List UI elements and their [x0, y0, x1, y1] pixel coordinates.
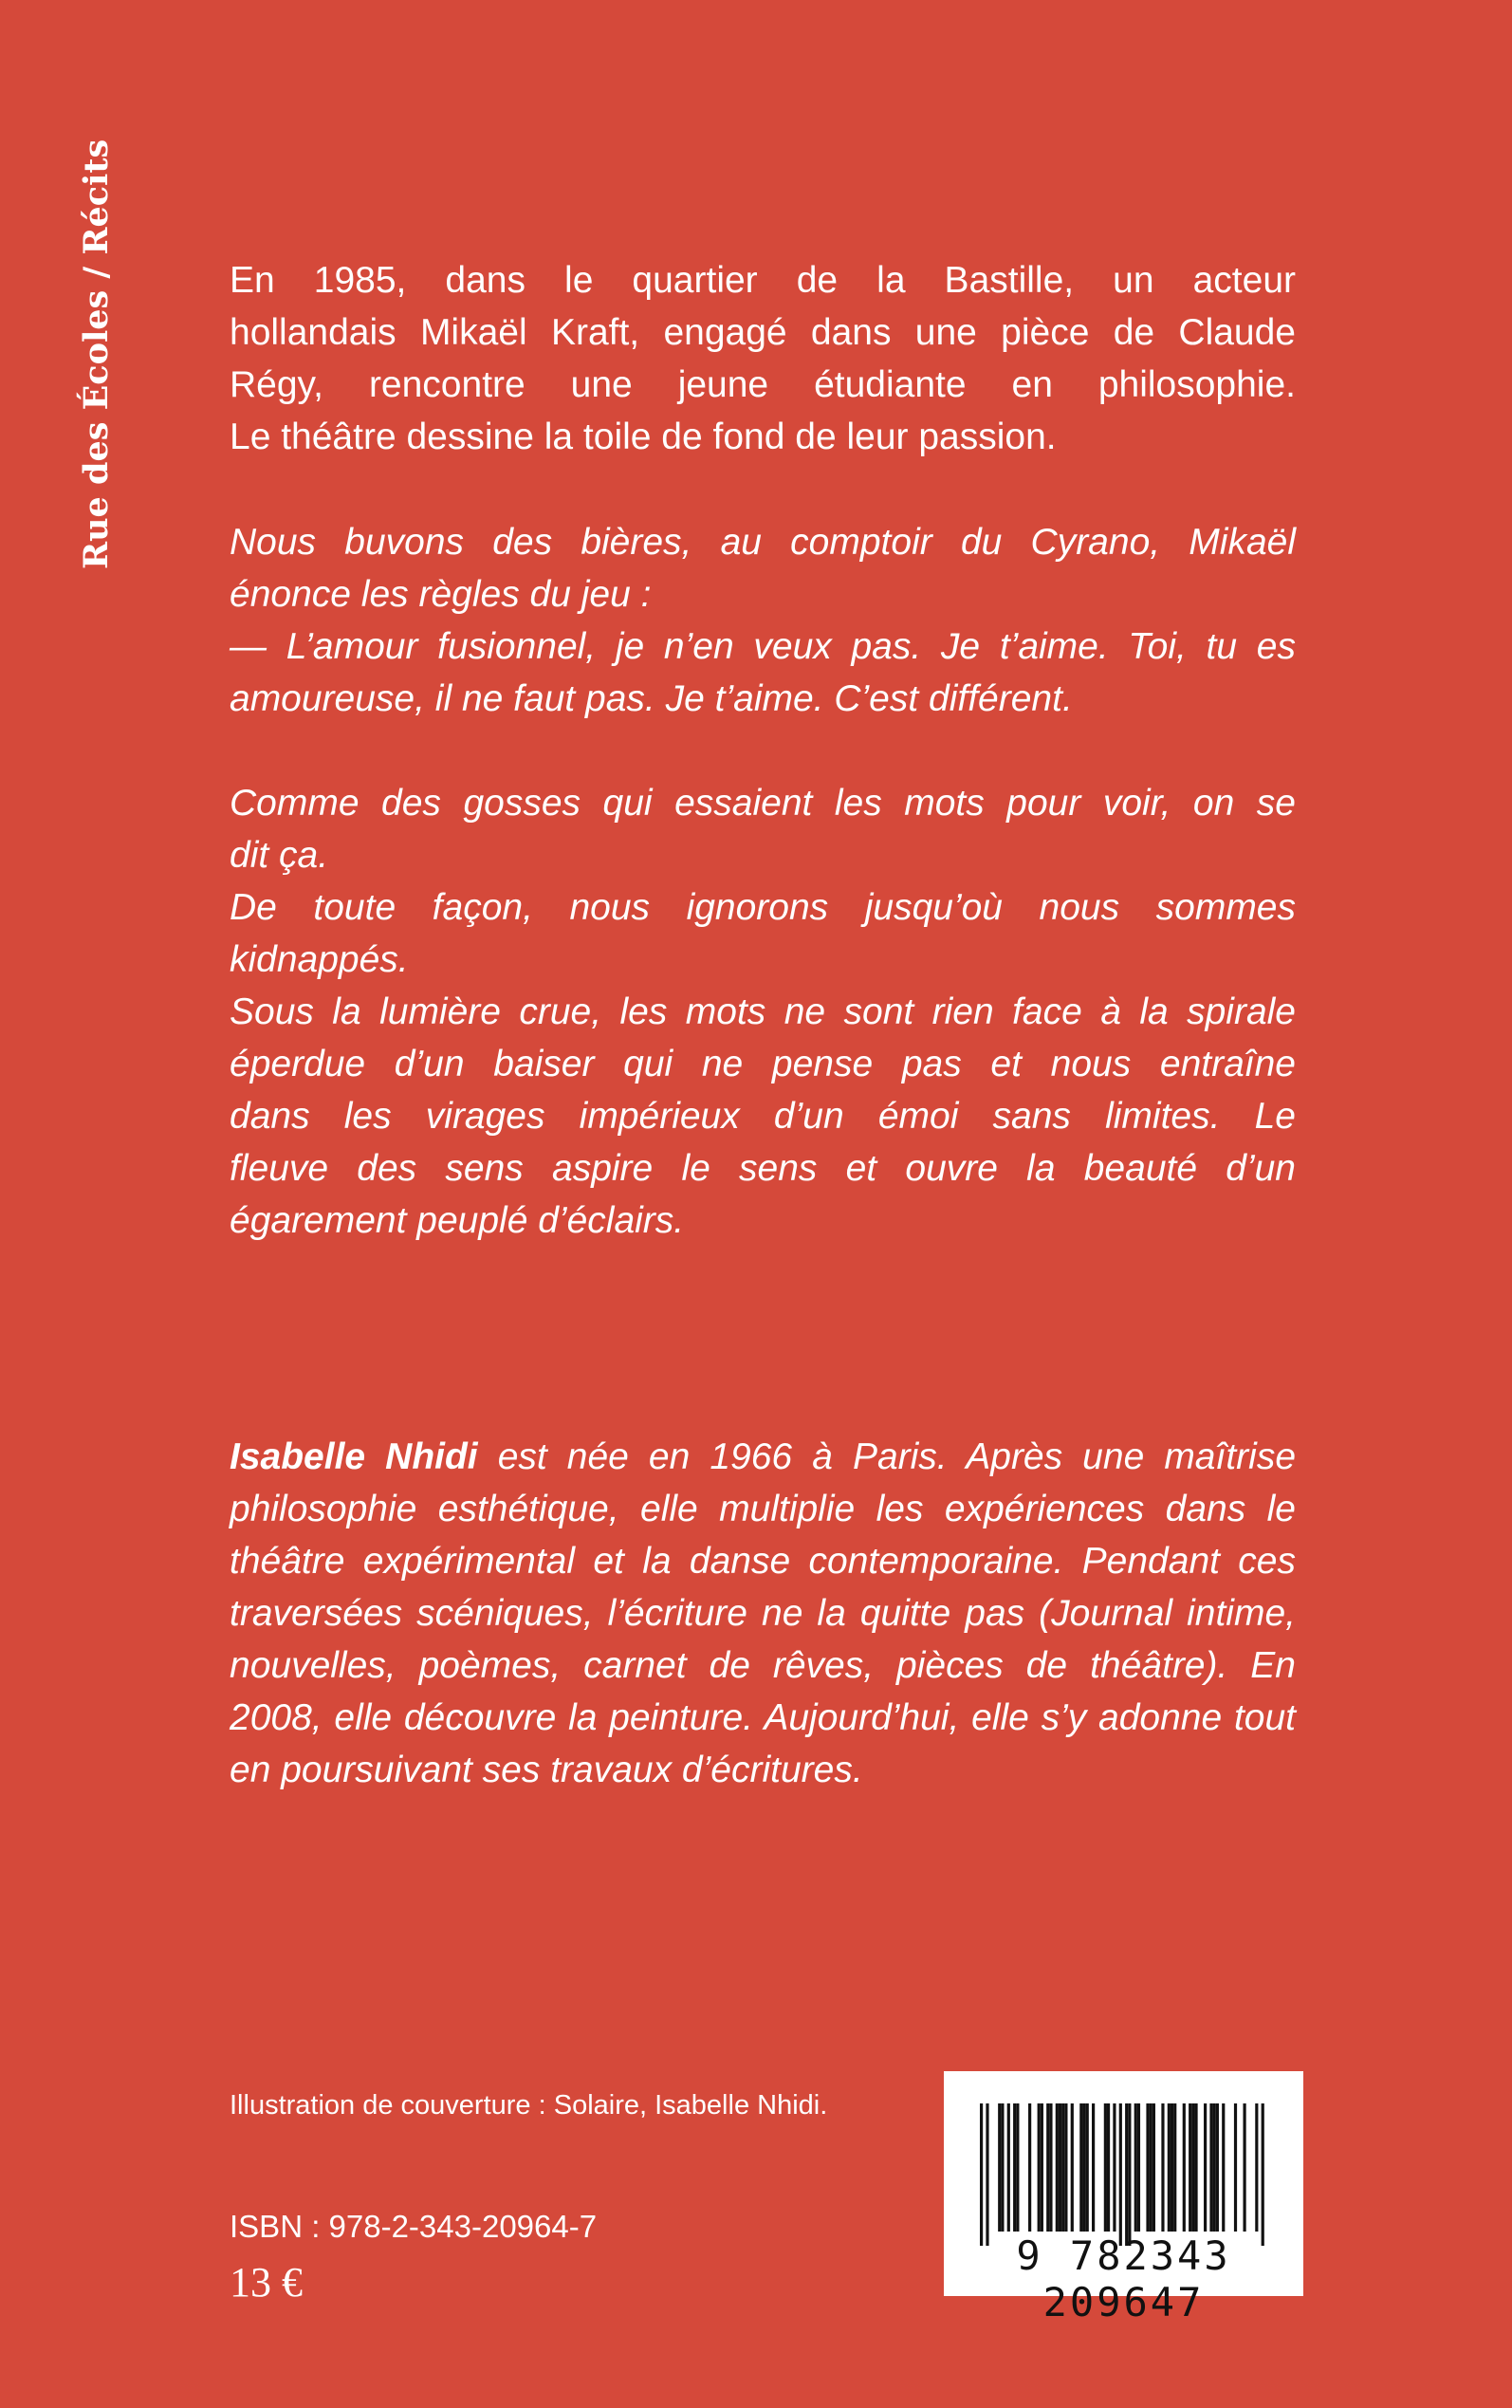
barcode-bar: [1213, 2103, 1216, 2232]
barcode: [944, 2071, 1303, 2325]
barcode-bar: [1128, 2103, 1131, 2246]
cover-credit: Illustration de couverture : Solaire, Isabelle Nhidi.: [230, 2090, 828, 2121]
barcode-bar: [980, 2103, 983, 2246]
barcode-bar: [1016, 2103, 1019, 2232]
bio-text: est née en 1966 à Paris. Après une maîtrise: [477, 1436, 1297, 1477]
barcode-bar: [1222, 2103, 1225, 2232]
barcode-number: 9 782343 209647: [1016, 2232, 1231, 2325]
barcode-bar: [1071, 2103, 1074, 2232]
summary-paragraph-3: [230, 777, 1296, 1247]
barcode-bar: [1086, 2103, 1089, 2232]
isbn: ISBN : 978-2-343-20964-7: [230, 2209, 598, 2244]
barcode-bars: [980, 2103, 1267, 2246]
barcode-bar: [1216, 2103, 1219, 2232]
bio-line: nouvelles, poèmes, carnet de rêves, pièces de théâtre). En: [230, 1645, 1296, 1686]
barcode-bar: [1168, 2103, 1171, 2232]
barcode-bar: [1013, 2103, 1016, 2232]
bio-line: [230, 1431, 1296, 1483]
barcode-bar: [1234, 2103, 1237, 2232]
barcode-bar: [1189, 2103, 1191, 2232]
barcode-bar: [1056, 2103, 1059, 2232]
text-line: En 1985, dans le quartier de la Bastille, un acteur: [230, 260, 1296, 301]
barcode-bar: [1001, 2103, 1004, 2232]
barcode-bar: [1150, 2103, 1152, 2232]
text-line: Comme des gosses qui essaient les mots pour voir, on se: [230, 783, 1296, 824]
barcode-bar: [1243, 2103, 1245, 2232]
barcode-bar: [1061, 2103, 1064, 2232]
barcode-bar: [1125, 2103, 1128, 2246]
barcode-bar: [1171, 2103, 1173, 2232]
barcode-bar: [1064, 2103, 1067, 2232]
barcode-bar: [1262, 2103, 1264, 2246]
barcode-bar: [1119, 2103, 1122, 2246]
text-line: Le théâtre dessine la toile de fond de leur passion.: [230, 417, 1057, 457]
text-line: amoureuse, il ne faut pas. Je t’aime. C’est différent.: [230, 678, 1073, 719]
bio-line: traversées scéniques, l’écriture ne la quitte pas (Journal intime,: [230, 1593, 1296, 1634]
barcode-bar: [1113, 2103, 1116, 2232]
barcode-bar: [1046, 2103, 1049, 2232]
text-line: Nous buvons des bières, au comptoir du Cyrano, Mikaël: [230, 522, 1296, 563]
barcode-bar: [1028, 2103, 1031, 2232]
barcode-bar: [1191, 2103, 1194, 2232]
bio-line: théâtre expérimental et la danse contemporaine. Pendant ces: [230, 1541, 1296, 1582]
bio-line: philosophie esthétique, elle multiplie les expériences dans le: [230, 1489, 1296, 1529]
barcode-bar: [1041, 2103, 1043, 2232]
text-line: fleuve des sens aspire le sens et ouvre la beauté d’un: [230, 1148, 1296, 1189]
barcode-bar: [1059, 2103, 1061, 2232]
summary-paragraph-2: [230, 516, 1296, 725]
barcode-bar: [1152, 2103, 1155, 2232]
barcode-bar: [1079, 2103, 1082, 2232]
barcode-bar: [1049, 2103, 1052, 2232]
barcode-bar: [1194, 2103, 1197, 2232]
barcode-bar: [1134, 2103, 1137, 2232]
summary-paragraph-1: [230, 254, 1296, 463]
barcode-bar: [1173, 2103, 1176, 2232]
barcode-bar: [1161, 2103, 1164, 2232]
barcode-bar: [1038, 2103, 1041, 2232]
barcode-bar: [1092, 2103, 1095, 2232]
barcode-bar: [1255, 2103, 1258, 2232]
text-line: dit ça.: [230, 835, 329, 876]
price: 13 €: [230, 2259, 303, 2306]
text-line: éperdue d’un baiser qui ne pense pas et nous entraîne: [230, 1044, 1296, 1084]
barcode-bar: [1183, 2103, 1186, 2232]
barcode-bar: [1007, 2103, 1010, 2232]
bio-line: 2008, elle découvre la peinture. Aujourd’hui, elle s’y adonne tout: [230, 1697, 1296, 1738]
text-line: kidnappés.: [230, 939, 409, 980]
text-line: dans les virages impérieux d’un émoi sans limites. Le: [230, 1096, 1296, 1137]
barcode-bar: [1104, 2103, 1107, 2232]
spine-series-title: Rue des Écoles / Récits: [77, 139, 116, 569]
text-line: De toute façon, nous ignorons jusqu’où nous sommes: [230, 887, 1296, 928]
text-line: hollandais Mikaël Kraft, engagé dans une pièce de Claude: [230, 312, 1296, 353]
barcode-bar: [1146, 2103, 1149, 2232]
barcode-bar: [1082, 2103, 1085, 2232]
barcode-bar: [1137, 2103, 1140, 2232]
text-line: Sous la lumière crue, les mots ne sont rien face à la spirale: [230, 991, 1296, 1032]
barcode-bar: [1204, 2103, 1207, 2232]
text-line: énonce les règles du jeu :: [230, 574, 652, 615]
barcode-bar: [986, 2103, 988, 2246]
text-line: égarement peuplé d’éclairs.: [230, 1200, 685, 1241]
author-bio: [230, 1431, 1296, 1796]
barcode-bar: [1107, 2103, 1110, 2232]
bio-line: en poursuivant ses travaux d’écritures.: [230, 1750, 863, 1790]
text-line: Régy, rencontre une jeune étudiante en philosophie.: [230, 364, 1296, 405]
barcode-bar: [998, 2103, 1001, 2232]
barcode-bar: [1209, 2103, 1212, 2232]
author-name: Isabelle Nhidi: [230, 1436, 478, 1477]
text-line: — L’amour fusionnel, je n’en veux pas. Je t’aime. Toi, tu es: [230, 626, 1296, 667]
